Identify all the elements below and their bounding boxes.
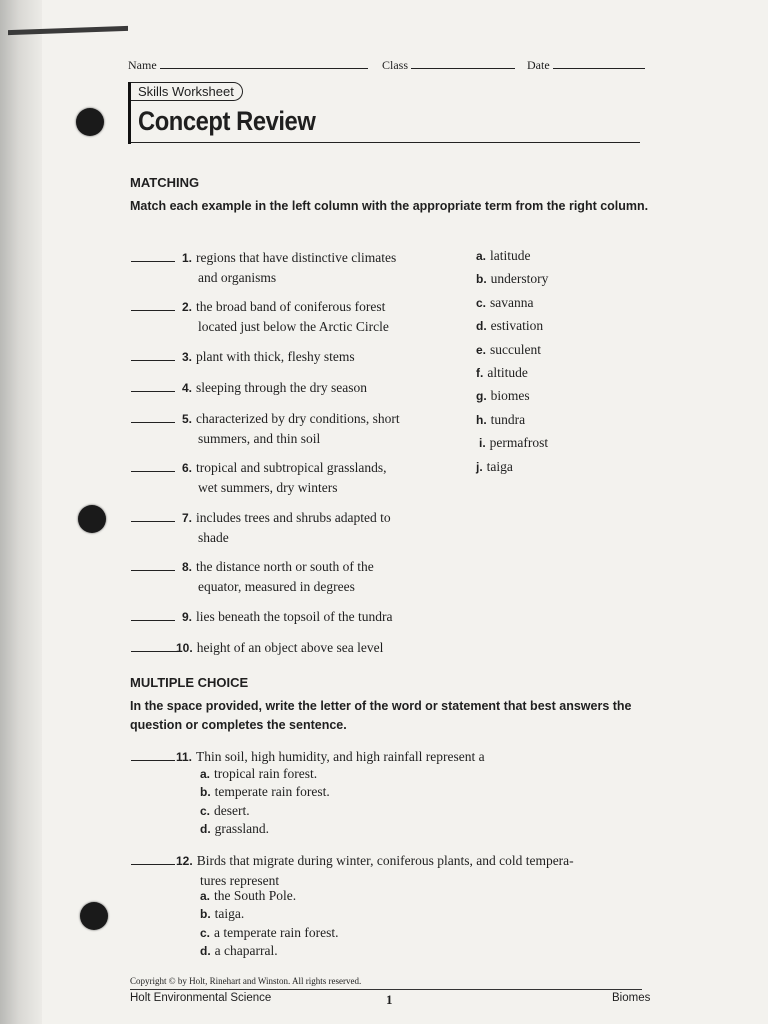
- term-text: estivation: [490, 318, 544, 334]
- item-number: 8.: [182, 560, 193, 574]
- answer-option: [200, 906, 244, 922]
- term-letter: j.: [476, 459, 483, 474]
- class-blank[interactable]: [411, 58, 515, 69]
- term-text: permafrost: [489, 435, 549, 451]
- answer-blank[interactable]: [131, 864, 175, 865]
- page-number: 1: [386, 992, 393, 1007]
- item-number: 9.: [182, 610, 193, 624]
- item-text-line2: wet summers, dry winters: [198, 480, 338, 495]
- matching-item: [176, 638, 383, 658]
- answer-blank[interactable]: [131, 471, 175, 472]
- term-option: [476, 365, 528, 381]
- multiple-choice-instructions: In the space provided, write the letter of the word or statement that best answers the question or completes the sentence.: [130, 699, 632, 732]
- item-text-line1: characterized by dry conditions, short: [196, 411, 400, 426]
- term-option: [476, 459, 513, 475]
- term-text: latitude: [490, 248, 531, 263]
- term-option: [476, 271, 548, 287]
- term-option: [479, 435, 548, 451]
- question-text-line2: tures represent: [200, 873, 280, 888]
- matching-item: [182, 508, 391, 547]
- date-blank[interactable]: [553, 58, 645, 69]
- term-letter: c.: [476, 295, 487, 310]
- option-letter: c.: [200, 925, 211, 940]
- item-number: 1.: [182, 251, 193, 265]
- item-text-line1: plant with thick, fleshy stems: [196, 349, 355, 364]
- item-text-line2: equator, measured in degrees: [198, 579, 355, 594]
- binder-hole: [80, 902, 108, 930]
- option-text: temperate rain forest.: [214, 784, 330, 800]
- binder-hole: [78, 505, 106, 533]
- answer-option: [200, 766, 317, 782]
- term-text: understory: [490, 271, 549, 287]
- matching-item: [182, 347, 355, 367]
- option-text: a chaparral.: [214, 942, 278, 958]
- date-label: Date: [527, 58, 550, 72]
- answer-blank[interactable]: [131, 651, 177, 652]
- answer-option: [200, 888, 296, 904]
- matching-item: [182, 248, 396, 287]
- matching-item: [182, 557, 374, 596]
- footer-rule: [130, 989, 642, 990]
- term-letter: b.: [476, 272, 487, 287]
- item-text-line1: includes trees and shrubs adapted to: [196, 510, 391, 525]
- book-title: Holt Environmental Science: [130, 992, 272, 1004]
- term-letter: e.: [476, 342, 487, 357]
- option-text: a temperate rain forest.: [214, 924, 339, 940]
- answer-blank[interactable]: [131, 422, 175, 423]
- copyright: Copyright © by Holt, Rinehart and Winston. All rights reserved.: [130, 976, 362, 986]
- matching-heading: MATCHING: [130, 175, 200, 190]
- item-text-line1: lies beneath the topsoil of the tundra: [196, 609, 393, 624]
- answer-blank[interactable]: [131, 391, 175, 392]
- name-label: Name: [128, 58, 157, 72]
- term-option: [476, 342, 541, 358]
- item-text-line1: sleeping through the dry season: [196, 380, 367, 395]
- item-text-line1: regions that have distinctive climates: [196, 250, 397, 265]
- term-letter: d.: [476, 319, 487, 334]
- option-letter: a.: [200, 889, 211, 903]
- item-text-line1: the distance north or south of the: [196, 559, 374, 574]
- item-number: 5.: [182, 412, 193, 426]
- term-option: [476, 318, 543, 334]
- item-number: 4.: [182, 381, 193, 395]
- item-text-line2: and organisms: [198, 270, 277, 285]
- answer-option: [200, 803, 250, 819]
- item-text-line2: summers, and thin soil: [198, 431, 321, 446]
- item-text-line1: the broad band of coniferous forest: [196, 299, 386, 314]
- answer-blank[interactable]: [131, 360, 175, 361]
- term-letter: a.: [476, 249, 487, 263]
- question-number: 11.: [176, 750, 193, 764]
- answer-blank[interactable]: [131, 760, 175, 761]
- answer-blank[interactable]: [131, 521, 175, 522]
- matching-item: [182, 378, 367, 398]
- answer-blank[interactable]: [131, 310, 175, 311]
- binder-hole: [76, 108, 104, 136]
- option-letter: c.: [200, 803, 211, 818]
- multiple-choice-heading: MULTIPLE CHOICE: [130, 675, 249, 690]
- answer-option: [200, 925, 338, 941]
- term-option: [476, 412, 525, 428]
- page-title: Concept Review: [138, 106, 316, 136]
- option-text: taiga.: [214, 906, 245, 922]
- question-text-line1: Thin soil, high humidity, and high rainfall represent a: [196, 749, 485, 764]
- item-text-line2: located just below the Arctic Circle: [198, 319, 389, 334]
- option-text: tropical rain forest.: [214, 766, 318, 781]
- answer-option: [200, 784, 330, 800]
- name-field: [128, 58, 368, 73]
- item-number: 6.: [182, 461, 193, 475]
- option-text: the South Pole.: [214, 888, 297, 903]
- question-stem: [176, 851, 574, 890]
- term-text: biomes: [490, 388, 530, 404]
- chapter-name: Biomes: [612, 992, 651, 1004]
- item-number: 10.: [176, 641, 193, 655]
- answer-option: [200, 943, 278, 959]
- matching-item: [182, 297, 389, 336]
- answer-blank[interactable]: [131, 570, 175, 571]
- option-letter: b.: [200, 785, 211, 800]
- item-text-line1: tropical and subtropical grasslands,: [196, 460, 387, 475]
- name-blank[interactable]: [160, 58, 368, 69]
- question-number: 12.: [176, 854, 193, 868]
- term-letter: h.: [476, 412, 487, 427]
- matching-item: [182, 458, 386, 497]
- term-text: tundra: [490, 411, 526, 427]
- answer-blank[interactable]: [131, 261, 175, 262]
- title-rule: [131, 142, 640, 143]
- page-edge-shadow: [0, 0, 42, 1024]
- answer-blank[interactable]: [131, 620, 175, 621]
- term-text: savanna: [490, 294, 534, 310]
- term-letter: f.: [476, 366, 484, 380]
- term-text: succulent: [490, 341, 541, 357]
- worksheet-tag: Skills Worksheet: [131, 82, 243, 101]
- option-letter: b.: [200, 907, 211, 922]
- option-letter: d.: [200, 821, 211, 836]
- option-text: desert.: [214, 802, 250, 818]
- answer-option: [200, 821, 269, 837]
- term-option: [476, 388, 530, 404]
- item-number: 3.: [182, 350, 193, 364]
- item-number: 2.: [182, 300, 193, 314]
- option-letter: a.: [200, 767, 211, 781]
- class-label: Class: [382, 58, 409, 72]
- term-option: [476, 295, 534, 311]
- term-text: altitude: [487, 365, 528, 380]
- question-text-line1: Birds that migrate during winter, coniferous plants, and cold tempera-: [196, 853, 574, 868]
- option-text: grassland.: [214, 820, 270, 836]
- item-text-line1: height of an object above sea level: [196, 640, 384, 655]
- question-stem: [176, 747, 485, 767]
- term-letter: i.: [479, 436, 486, 451]
- class-field: [382, 58, 515, 73]
- item-text-line2: shade: [198, 530, 229, 545]
- matching-item: [182, 409, 400, 448]
- term-letter: g.: [476, 389, 487, 404]
- matching-instructions: Match each example in the left column with the appropriate term from the right column.: [130, 199, 649, 213]
- option-letter: d.: [200, 943, 211, 958]
- term-text: taiga: [486, 458, 513, 474]
- item-number: 7.: [182, 511, 193, 525]
- matching-item: [182, 607, 392, 627]
- term-option: [476, 248, 531, 264]
- date-field: [527, 58, 645, 73]
